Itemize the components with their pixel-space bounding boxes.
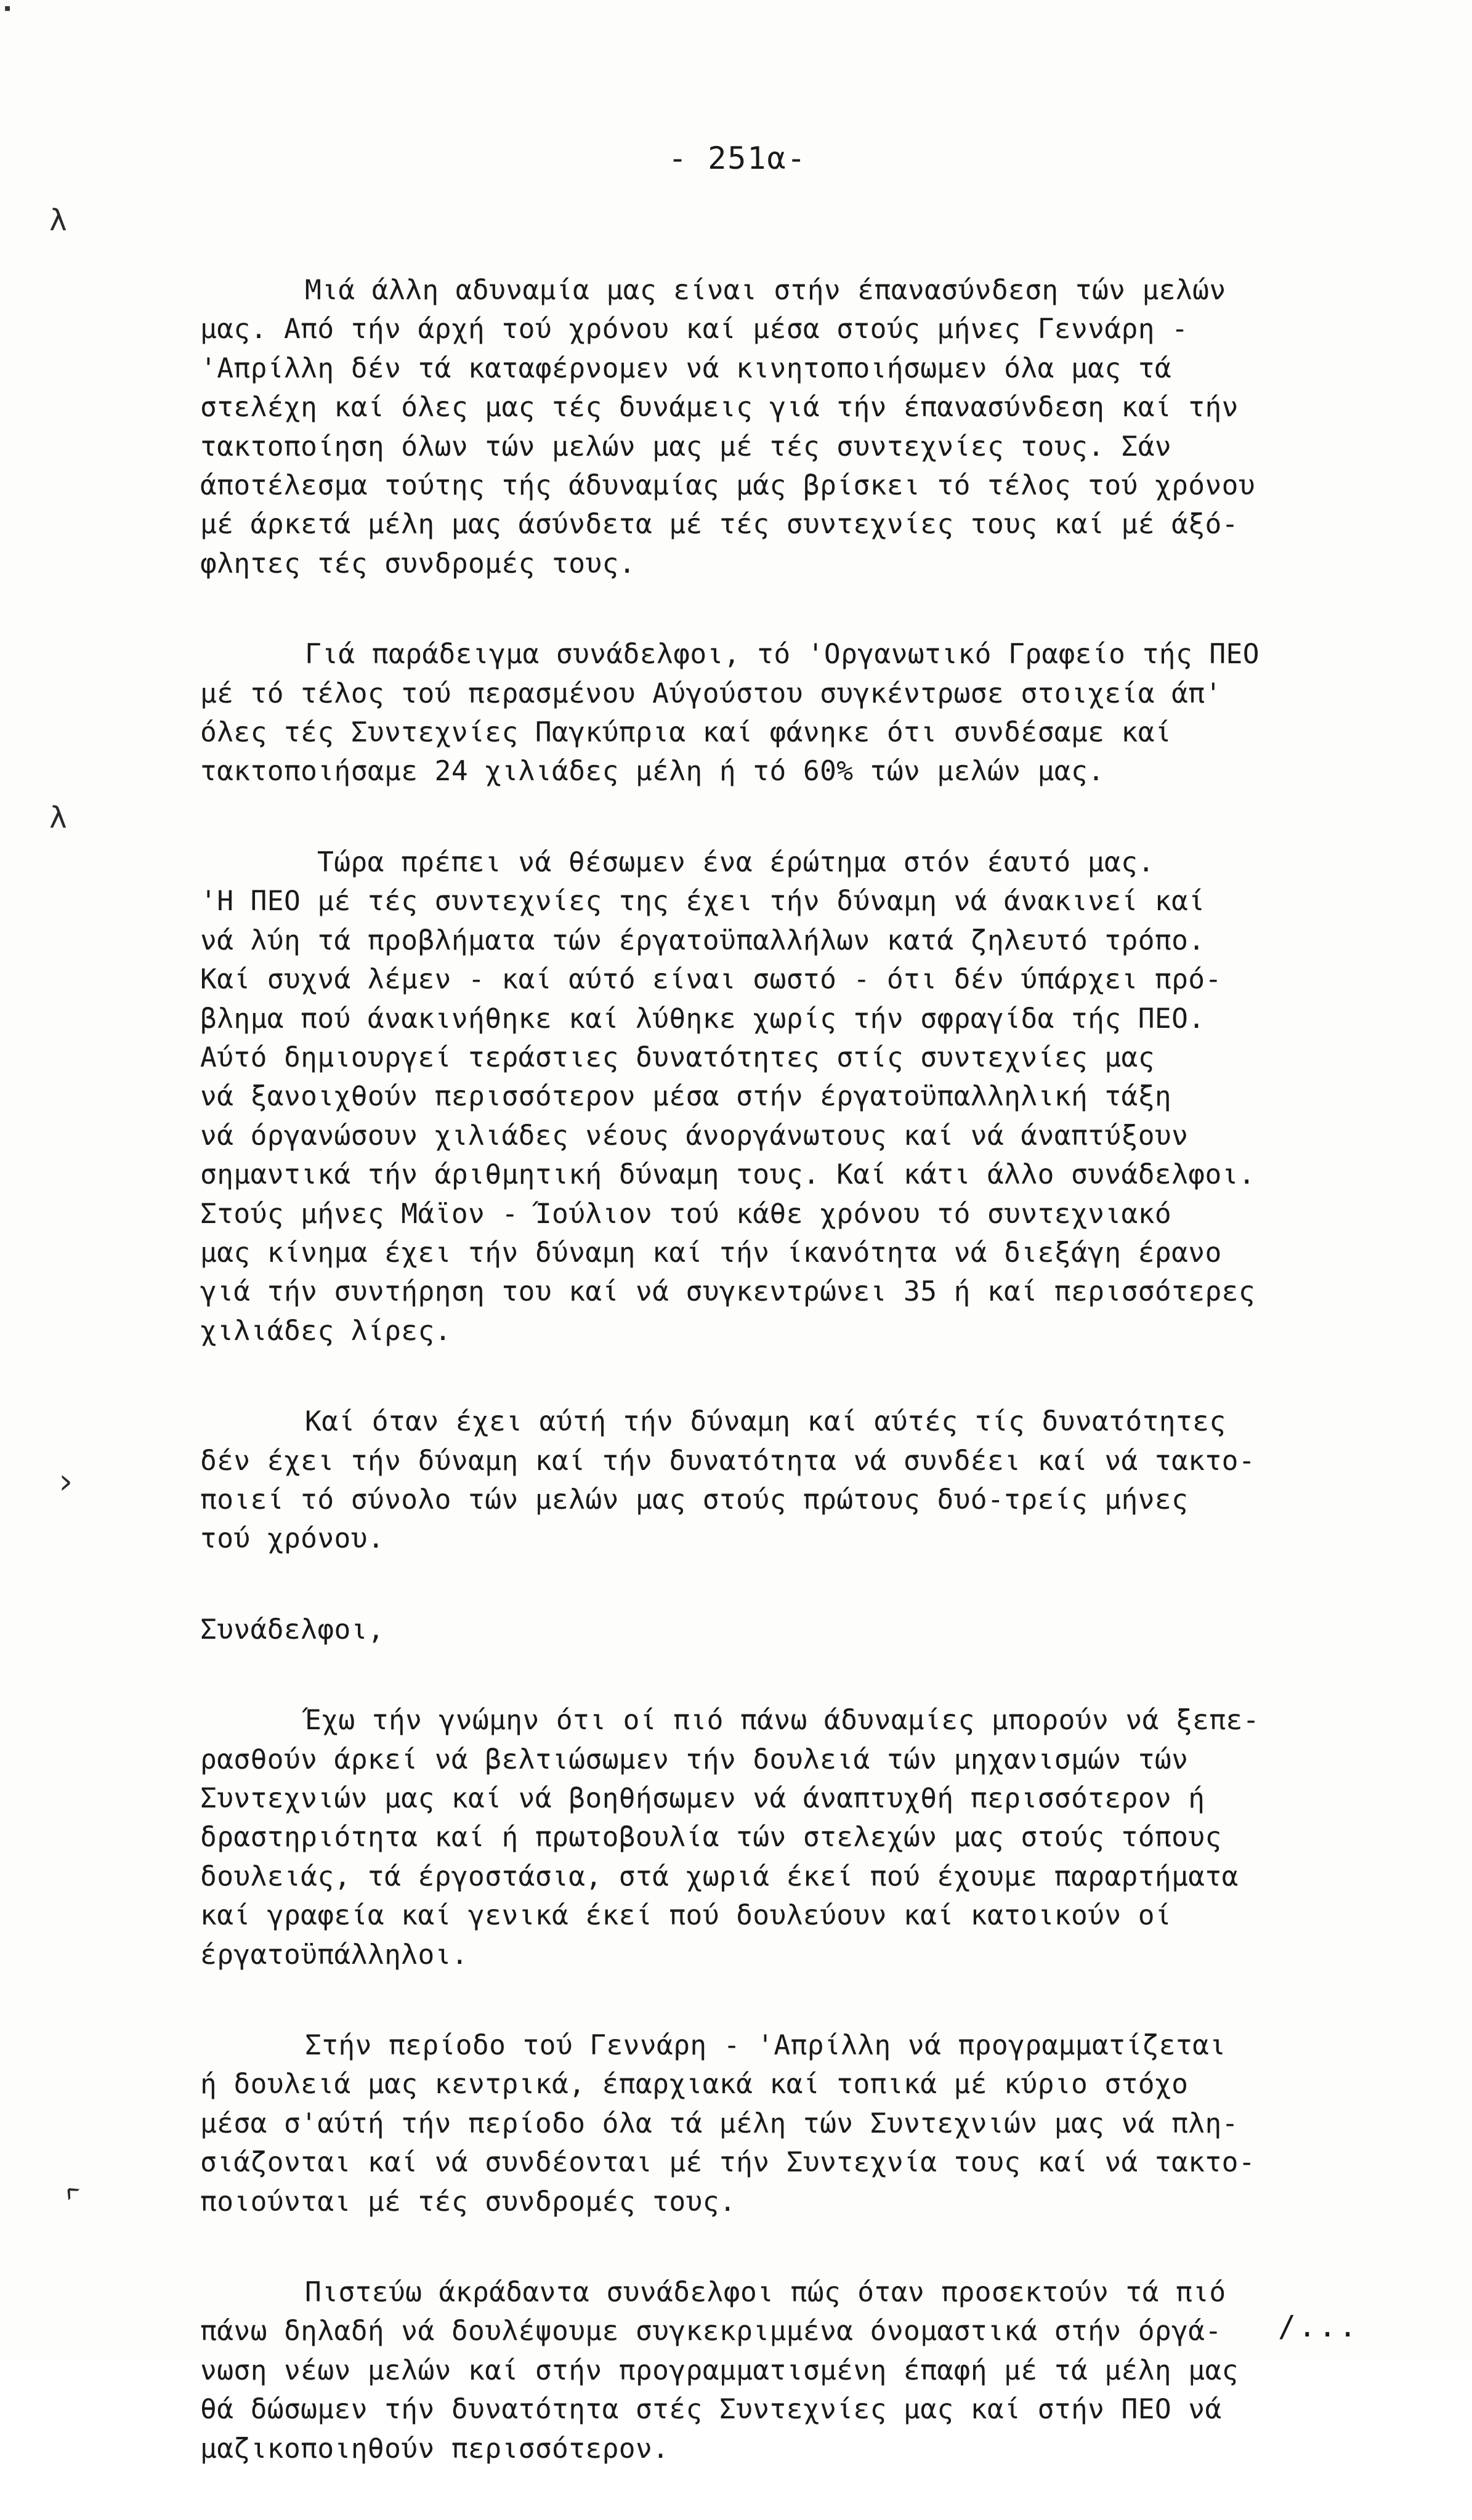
- margin-mark: λ: [49, 801, 67, 835]
- margin-mark: ^: [41, 1474, 76, 1492]
- margin-mark: λ: [49, 203, 67, 238]
- salutation: Συνάδελφοι,: [200, 1613, 385, 1646]
- paragraph: Καί όταν έχει αύτή τήν δύναμη καί αύτές τίς δυνατότητες δέν έχει τήν δύναμη καί τήν δυνατότητα νά συνδέει καί νά τακτο- ποιεί τό σύνολο τών μελών μας στούς πρώτους δυό-τρείς μήνες τού χρόνου.: [200, 1406, 1256, 1555]
- paragraph: Τώρα πρέπει νά θέσωμεν ένα έρώτημα στόν έαυτό μας. 'Η ΠΕΟ μέ τές συντεχνίες της έχει τήν δύναμη νά άνακινεί καί νά λύη τά προβλήματα τών έργατοϋπαλλήλων κατά ζηλευτό τρόπο. Καί συχνά λέμεν - καί αύτό είναι σωστό - ότι δέν ύπάρχει πρό- βλημα πού άνακινήθηκε καί λύθηκε χωρίς τήν σφραγίδα τής ΠΕΟ. Αύτό δημιουργεί τεράστιες δυνατότητες στίς συντεχνίες μας νά ξανοιχθούν περισσότερον μέσα στήν έργατοϋπαλληλική τάξη νά όργανώσουν χιλιάδες νέους άνοργάνωτους καί νά άναπτύξουν σημαντικά τήν άριθμητική δύναμη τους. Καί κάτι άλλο συνάδελφοι. Στούς μήνες Μάϊον - Ίούλιον τού κάθε χρόνου τό συντεχνιακό μας κίνημα έχει τήν δύναμη καί τήν ίκανότητα νά διεξάγη έρανο γιά τήν συντήρηση του καί νά συγκεντρώνει 35 ή καί περισσότερες χιλιάδες λίρες.: [200, 846, 1256, 1347]
- paragraph: Στήν περίοδο τού Γεννάρη - 'Απρίλλη νά προγραμματίζεται ή δουλειά μας κεντρικά, έπαρχιακά καί τοπικά μέ κύριο στόχο μέσα σ'αύτή τήν περίοδο όλα τά μέλη τών Συντεχνιών μας νά πλη- σιάζονται καί νά συνδέονται μέ τήν Συντεχνία τους καί νά τακτο- ποιούνται μέ τές συνδρομές τους.: [200, 2030, 1256, 2218]
- corner-mark: ▪: [4, 0, 12, 15]
- paragraph: Έχω τήν γνώμην ότι οί πιό πάνω άδυναμίες μπορούν νά ξεπε- ρασθούν άρκεί νά βελτιώσωμεν τήν δουλειά τών μηχανισμών τών Συντεχνιών μας καί νά βοηθήσωμεν νά άναπτυχθή περισσότερον ή δραστηριότητα καί ή πρωτοβουλία τών στελεχών μας στούς τόπους δουλειάς, τά έργοστάσια, στά χωριά έκεί πού έχουμε παραρτήματα καί γραφεία καί γενικά έκεί πού δουλεύουν καί κατοικούν οί έργατοϋπάλληλοι.: [200, 1705, 1260, 1971]
- margin-mark: ^: [58, 2178, 95, 2216]
- continuation-marker: /...: [1278, 2309, 1359, 2344]
- page-number: - 251α-: [668, 140, 807, 176]
- paragraph: Γιά παράδειγμα συνάδελφοι, τό 'Οργανωτικό Γραφείο τής ΠΕΟ μέ τό τέλος τού περασμένου Αύγούστου συγκέντρωσε στοιχεία άπ' όλες τές Συντεχνίες Παγκύπρια καί φάνηκε ότι συνδέσαμε καί τακτοποιήσαμε 24 χιλιάδες μέλη ή τό 60% τών μελών μας.: [200, 639, 1260, 788]
- body-text: [200, 271, 1401, 2520]
- paragraph: Μιά άλλη αδυναμία μας είναι στήν έπανασύνδεση τών μελών μας. Από τήν άρχή τού χρόνου καί μέσα στούς μήνες Γεννάρη - 'Απρίλλη δέν τά καταφέρνομεν νά κινητοποιήσωμεν όλα μας τά στελέχη καί όλες μας τές δυνάμεις γιά τήν έπανασύνδεση καί τήν τακτοποίηση όλων τών μελών μας μέ τές συντεχνίες τους. Σάν άποτέλεσμα τούτης τής άδυναμίας μάς βρίσκει τό τέλος τού χρόνου μέ άρκετά μέλη μας άσύνδετα μέ τές συντεχνίες τους καί μέ άξό- φλητες τές συνδρομές τους.: [200, 275, 1256, 580]
- paragraph: Πιστεύω άκράδαντα συνάδελφοι πώς όταν προσεκτούν τά πιό πάνω δηλαδή νά δουλέψουμε συγκεκριμμένα όνομαστικά στήν όργά- νωση νέων μελών καί στήν προγραμματισμένη έπαφή μέ τά μέλη μας θά δώσωμεν τήν δυνατότητα στές Συντεχνίες μας καί στήν ΠΕΟ νά μαζικοποιηθούν περισσότερον.: [200, 2277, 1239, 2465]
